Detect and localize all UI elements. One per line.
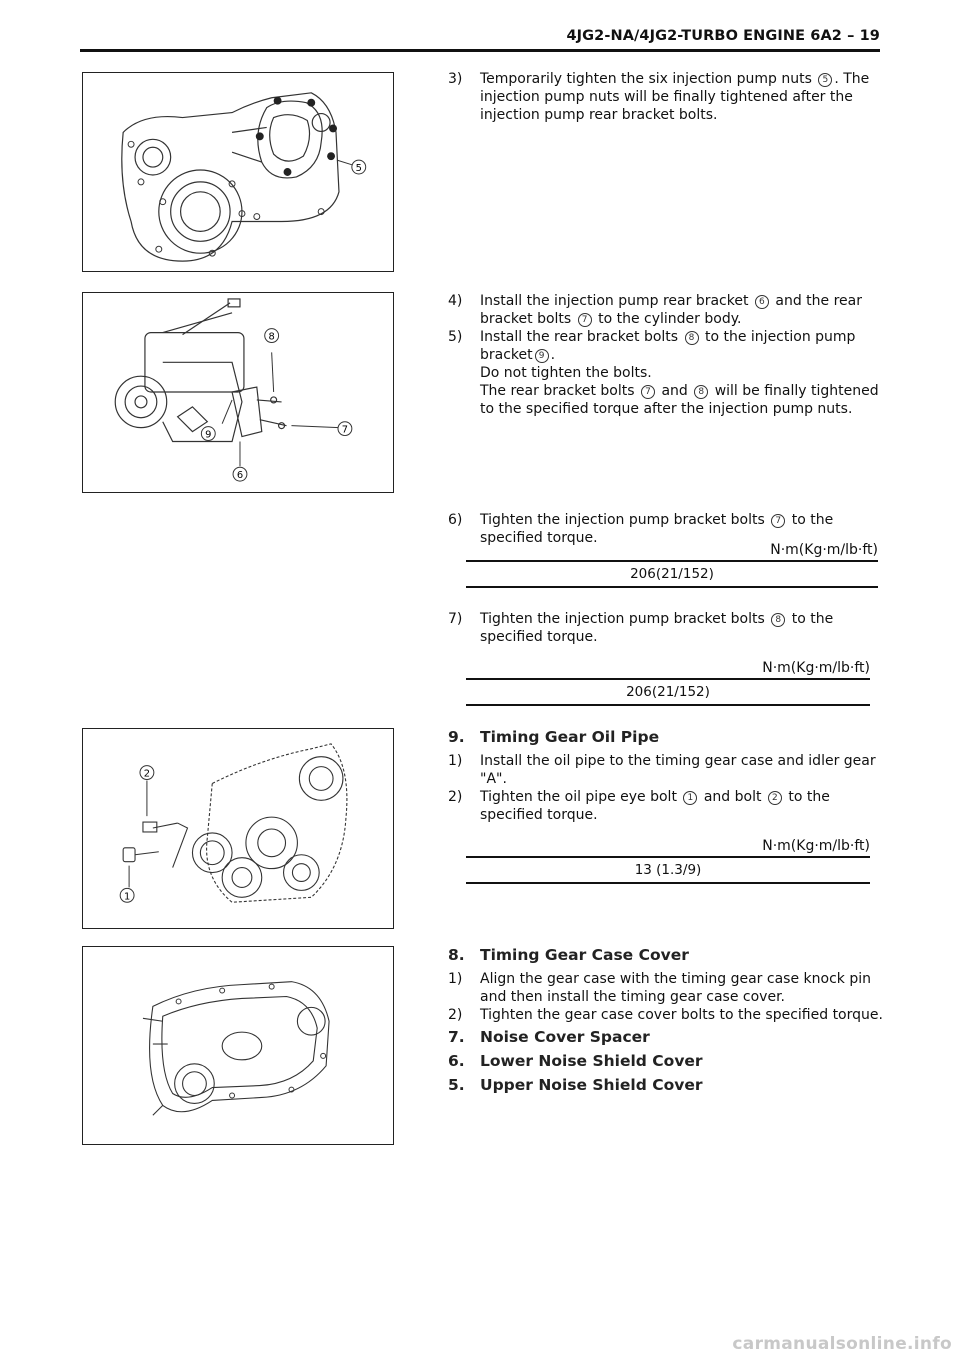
text-block-rear-bracket [448, 292, 888, 418]
gear-case-cover-illustration [83, 947, 393, 1144]
text-block-oil-pipe [448, 728, 888, 824]
step-2: 2) Tighten the oil pipe eye bolt 1 and bolt 2 to the specified torque. [448, 789, 830, 823]
torque-value: 206(21/152) [630, 566, 714, 582]
torque-table-3 [466, 836, 870, 884]
watermark: carmanualsonline.info [732, 1334, 952, 1354]
text-block-gear-case-cover [448, 946, 888, 1094]
section-heading-oil-pipe: 9. Timing Gear Oil Pipe [448, 728, 660, 746]
svg-text:2: 2 [143, 768, 151, 780]
torque-unit: N·m(Kg·m/lb·ft) [770, 542, 878, 558]
torque-unit: N·m(Kg·m/lb·ft) [762, 660, 870, 676]
text-block-pump-nuts [448, 70, 888, 124]
svg-text:7: 7 [341, 424, 349, 436]
page-header [80, 26, 880, 52]
figure-oil-pipe [82, 728, 394, 929]
step-1: 1) Align the gear case with the timing gear case knock pin and then install the timing gear case cover. [448, 971, 871, 1005]
injection-pump-illustration [83, 293, 393, 492]
torque-rule [466, 882, 870, 884]
page-title: 4JG2-NA/4JG2-TURBO ENGINE 6A2 – 19 [566, 28, 880, 44]
step-4: 4) Install the injection pump rear bracket 6 and the rear bracket bolts 7 to the cylinder body. [448, 293, 862, 327]
header-rule [80, 49, 880, 52]
ref-circle: 5 [818, 73, 832, 87]
note-do-not-tighten: Do not tighten the bolts. [480, 365, 652, 381]
svg-text:6: 6 [236, 470, 244, 482]
step-7: 7) Tighten the injection pump bracket bolts 8 to the specified torque. [448, 611, 834, 645]
torque-rule [466, 704, 870, 706]
torque-rule [466, 586, 878, 588]
section-heading-noise-cover-spacer: 7. Noise Cover Spacer [448, 1028, 650, 1046]
step-6: 6) Tighten the injection pump bracket bolts 7 to the specified torque. [448, 512, 834, 546]
svg-text:5: 5 [355, 163, 362, 175]
step-2: 2) Tighten the gear case cover bolts to the specified torque. [448, 1007, 883, 1023]
note-final-tighten: The rear bracket bolts 7 and 8 will be finally tightened to the specified torque after the injection pump nuts. [480, 383, 879, 417]
step-5: 5) Install the rear bracket bolts 8 to the injection pump bracket 9 . [448, 329, 856, 363]
section-heading-upper-noise-shield: 5. Upper Noise Shield Cover [448, 1076, 703, 1094]
step-3: 3) Temporarily tighten the six injection pump nuts 5 . The injection pump nuts will be finally tightened after the injection pump rear bracket bolts. [448, 71, 870, 123]
svg-text:1: 1 [123, 891, 131, 903]
figure-gear-case-cover [82, 946, 394, 1145]
torque-value: 13 (1.3/9) [634, 862, 702, 878]
step-1: 1) Install the oil pipe to the timing gear case and idler gear "A". [448, 753, 876, 787]
timing-gear-illustration [83, 729, 393, 928]
svg-text:9: 9 [205, 429, 212, 441]
torque-value: 206(21/152) [626, 684, 710, 700]
section-heading-gear-case-cover: 8. Timing Gear Case Cover [448, 946, 689, 964]
text-block-step-7 [448, 610, 888, 646]
figure-rear-bracket [82, 292, 394, 493]
torque-table-2 [466, 658, 870, 706]
svg-text:8: 8 [268, 331, 275, 343]
section-heading-lower-noise-shield: 6. Lower Noise Shield Cover [448, 1052, 703, 1070]
torque-unit: N·m(Kg·m/lb·ft) [762, 838, 870, 854]
figure-injection-pump-nuts [82, 72, 394, 272]
timing-case-illustration [83, 73, 393, 271]
torque-table-1 [466, 540, 878, 588]
